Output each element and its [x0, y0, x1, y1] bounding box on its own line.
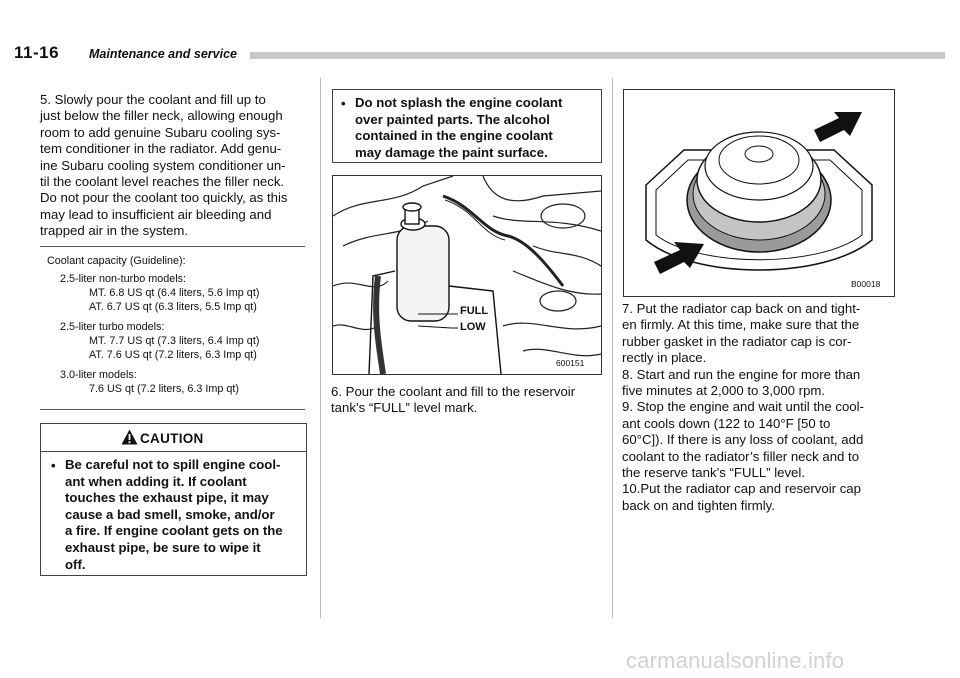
- text-line: ant cools down (122 to 140°F [50 to: [622, 415, 831, 431]
- text-line: five minutes at 2,000 to 3,000 rpm.: [622, 383, 826, 399]
- caution-box: [40, 423, 307, 576]
- text-line: exhaust pipe, be sure to wipe it: [65, 539, 261, 555]
- text-line: ant when adding it. If coolant: [65, 473, 247, 489]
- text-line: trapped air in the system.: [40, 223, 189, 239]
- text-line: 10.Put the radiator cap and reservoir cap: [622, 481, 861, 497]
- engine-bay-illustration: [333, 176, 601, 374]
- text-line: tank’s “FULL” level mark.: [331, 400, 478, 416]
- step-6-paragraph: [331, 384, 601, 417]
- column-divider: [320, 78, 321, 618]
- capacity-value: AT. 6.7 US qt (6.3 liters, 5.5 Imp qt): [89, 301, 257, 313]
- note-text: [355, 95, 593, 161]
- text-line: en firmly. At this time, make sure that the: [622, 317, 860, 333]
- radiator-cap-figure: [623, 89, 895, 297]
- capacity-model: 3.0-liter models:: [60, 369, 137, 381]
- capacity-value: AT. 7.6 US qt (7.2 liters, 6.3 Imp qt): [89, 349, 257, 361]
- section-title: Maintenance and service: [89, 47, 237, 61]
- text-line: cause a bad smell, smoke, and/or: [65, 506, 275, 522]
- radiator-cap-illustration: [624, 90, 894, 296]
- header-rule: [250, 52, 945, 59]
- low-label: LOW: [460, 321, 486, 333]
- page-number: 11-16: [14, 43, 60, 62]
- caution-label: CAUTION: [140, 431, 204, 446]
- steps-7-10-paragraph: [622, 301, 894, 514]
- text-line: 6. Pour the coolant and fill to the reservoir: [331, 384, 576, 399]
- text-line: tem conditioner in the radiator. Add genu-: [40, 141, 282, 157]
- step-5-paragraph: [40, 92, 307, 240]
- text-line: back on and tighten firmly.: [622, 497, 775, 513]
- caution-text: [65, 457, 298, 573]
- text-line: may damage the paint surface.: [355, 144, 548, 160]
- text-line: 5. Slowly pour the coolant and fill up to: [40, 92, 266, 107]
- text-line: rectly in place.: [622, 350, 707, 366]
- text-line: room to add genuine Subaru cooling sys-: [40, 124, 281, 140]
- figure-code: 600151: [556, 358, 585, 368]
- full-label: FULL: [460, 305, 489, 317]
- text-line: coolant to the radiator’s filler neck and to: [622, 448, 860, 464]
- text-line: Be careful not to spill engine cool-: [65, 457, 281, 472]
- text-line: a fire. If engine coolant gets on the: [65, 523, 283, 539]
- watermark: carmanualsonline.info: [626, 648, 845, 673]
- figure-code: B00018: [851, 279, 881, 289]
- bullet-icon: •: [341, 96, 346, 111]
- text-line: over painted parts. The alcohol: [355, 111, 550, 127]
- text-line: til the coolant level reaches the filler neck.: [40, 174, 285, 190]
- column-divider: [612, 78, 613, 618]
- text-line: rubber gasket in the radiator cap is cor-: [622, 333, 852, 349]
- note-box: [332, 89, 602, 163]
- text-line: touches the exhaust pipe, it may: [65, 490, 269, 506]
- text-line: Do not splash the engine coolant: [355, 95, 563, 110]
- bullet-icon: •: [51, 458, 56, 473]
- capacity-value: MT. 6.8 US qt (6.4 liters, 5.6 Imp qt): [89, 287, 260, 299]
- capacity-value: 7.6 US qt (7.2 liters, 6.3 Imp qt): [89, 383, 240, 395]
- text-line: just below the filler neck, allowing enough: [40, 108, 283, 124]
- text-line: contained in the engine coolant: [355, 128, 553, 144]
- capacity-model: 2.5-liter turbo models:: [60, 321, 165, 333]
- text-line: may lead to insufficient air bleeding and: [40, 206, 272, 222]
- text-line: ine Subaru cooling system conditioner un-: [40, 157, 286, 173]
- text-line: 60°C]). If there is any loss of coolant, add: [622, 432, 864, 448]
- text-line: 9. Stop the engine and wait until the cool-: [622, 399, 864, 415]
- caution-header: [41, 424, 306, 452]
- capacity-model: 2.5-liter non-turbo models:: [60, 273, 187, 285]
- text-line: 7. Put the radiator cap back on and tight-: [622, 301, 861, 316]
- capacity-value: MT. 7.7 US qt (7.3 liters, 6.4 Imp qt): [89, 335, 260, 347]
- text-line: Do not pour the coolant too quickly, as this: [40, 190, 288, 206]
- coolant-capacity-box: [40, 246, 305, 410]
- capacity-title: Coolant capacity (Guideline):: [47, 255, 186, 267]
- reservoir-figure: [332, 175, 602, 375]
- text-line: 8. Start and run the engine for more than: [622, 366, 861, 382]
- warning-triangle-icon: [121, 429, 138, 445]
- text-line: off.: [65, 556, 86, 572]
- text-line: the reserve tank’s “FULL” level.: [622, 465, 805, 481]
